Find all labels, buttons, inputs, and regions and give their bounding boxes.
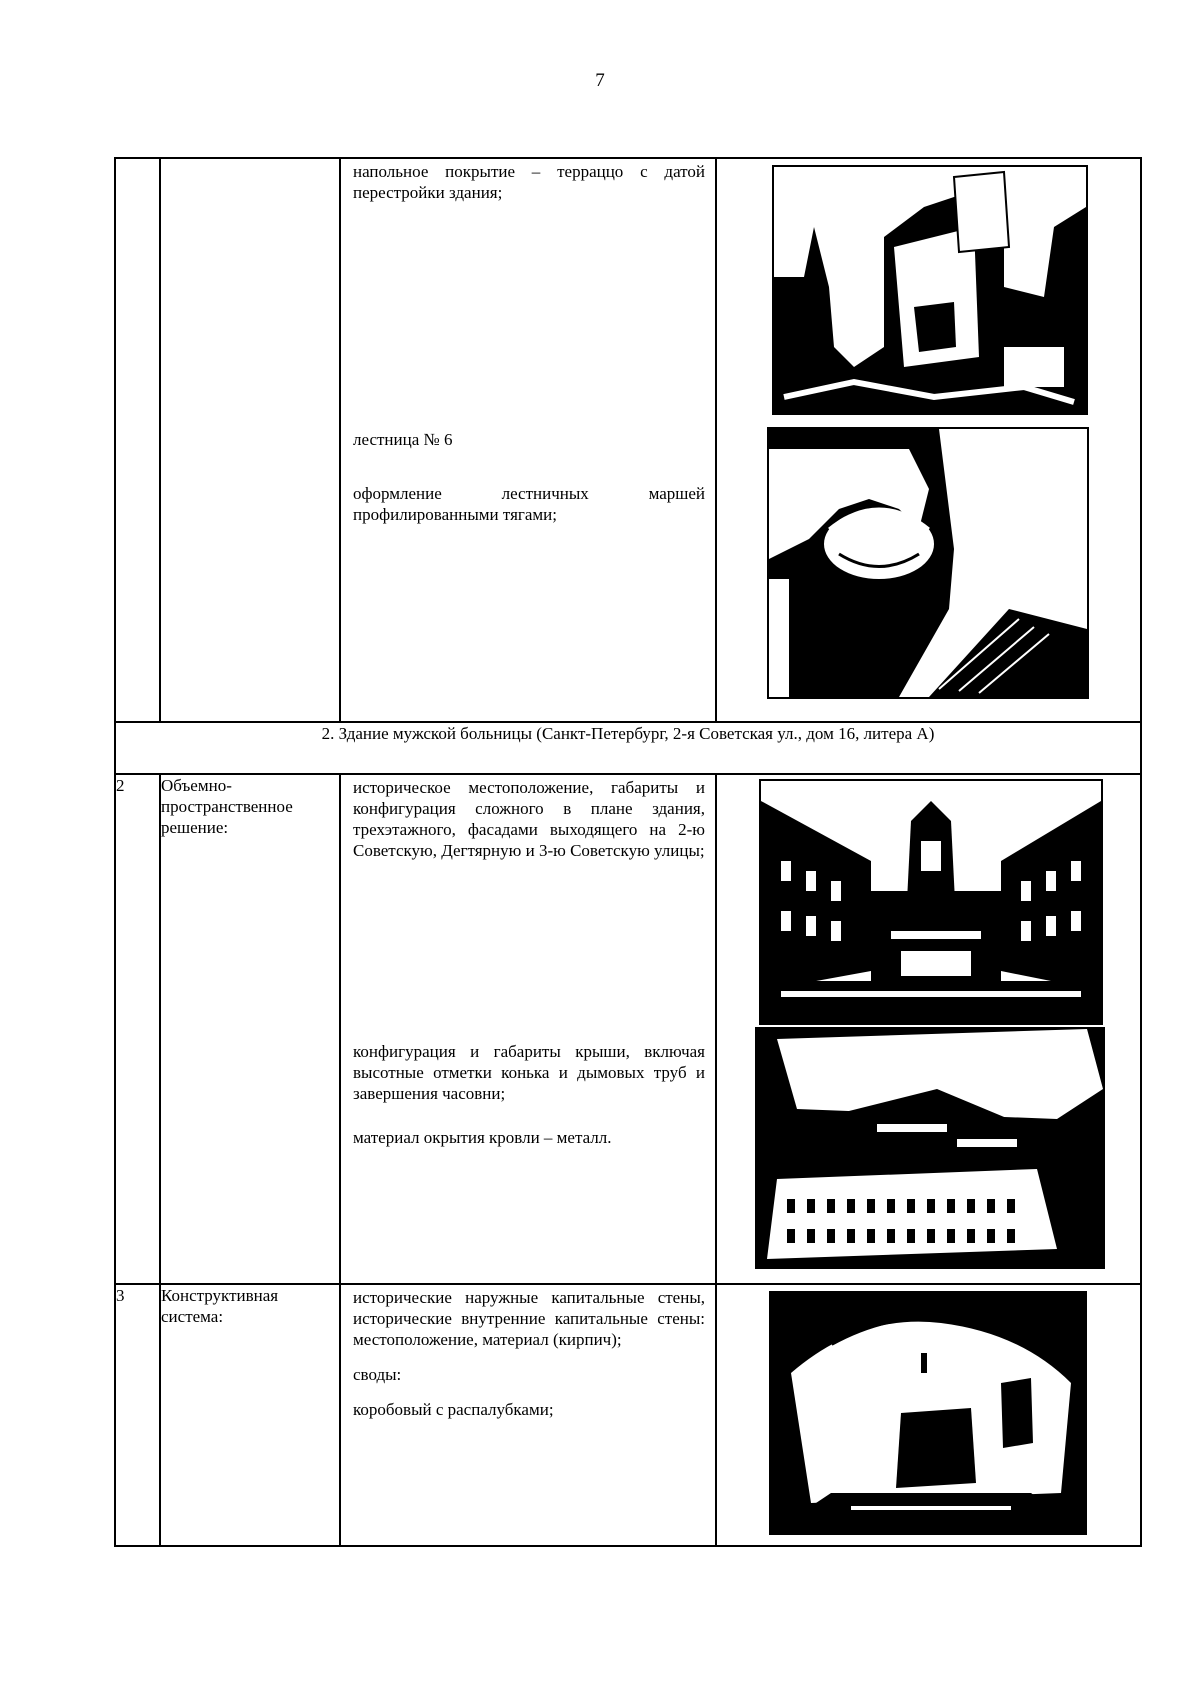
- row-number-cell: 3: [115, 1284, 160, 1546]
- description-cell: [340, 1284, 716, 1546]
- roof-material: материал окрытия кровли – металл.: [353, 1128, 612, 1147]
- description-text: исторические наружные капитальные стены, исторические внутренние капитальные стены: местоположение, материал (кирпич);: [353, 1288, 705, 1349]
- vaults-title: своды:: [353, 1365, 402, 1384]
- photo-cell: [716, 158, 1141, 722]
- item-type-cell: Конструктивная система:: [160, 1284, 340, 1546]
- description-text: напольное покрытие – терраццо с датой перестройки здания;: [353, 162, 705, 202]
- stair-description: оформление лестничных маршей профилированными тягами;: [353, 484, 705, 524]
- floor-photo: [772, 165, 1088, 415]
- row-number-cell: 2: [115, 774, 160, 1284]
- protected-items-table: [114, 157, 1142, 1547]
- item-type-cell: [160, 158, 340, 722]
- vaults-type: коробовый с распалубками;: [353, 1400, 554, 1419]
- vault-photo: [769, 1291, 1087, 1535]
- photo-cell: [716, 774, 1141, 1284]
- roof-description: конфигурация и габариты крыши, включая высотные отметки конька и дымовых труб и завершения часовни;: [353, 1042, 705, 1103]
- section-heading: 2. Здание мужской больницы (Санкт-Петербург, 2-я Советская ул., дом 16, литера А): [115, 722, 1141, 774]
- table-row-2: [115, 774, 1141, 1284]
- description-cell: [340, 774, 716, 1284]
- description-cell: [340, 158, 716, 722]
- stair-title: лестница № 6: [353, 430, 453, 449]
- roof-aerial-photo: [755, 1027, 1105, 1269]
- page-number: 7: [595, 70, 605, 91]
- facade-photo: [759, 779, 1103, 1025]
- photo-cell: [716, 1284, 1141, 1546]
- description-text: историческое местоположение, габариты и конфигурация сложного в плане здания, трехэтажного, фасадами выходящего на 2-ю Советскую, Дегтярную и 3-ю Советскую улицы;: [353, 778, 705, 860]
- item-type-cell: Объемно-пространственное решение:: [160, 774, 340, 1284]
- row-number-cell: [115, 158, 160, 722]
- staircase-photo: [767, 427, 1089, 699]
- section-heading-row: [115, 722, 1141, 774]
- table-row-3: [115, 1284, 1141, 1546]
- table-row-continuation: [115, 158, 1141, 722]
